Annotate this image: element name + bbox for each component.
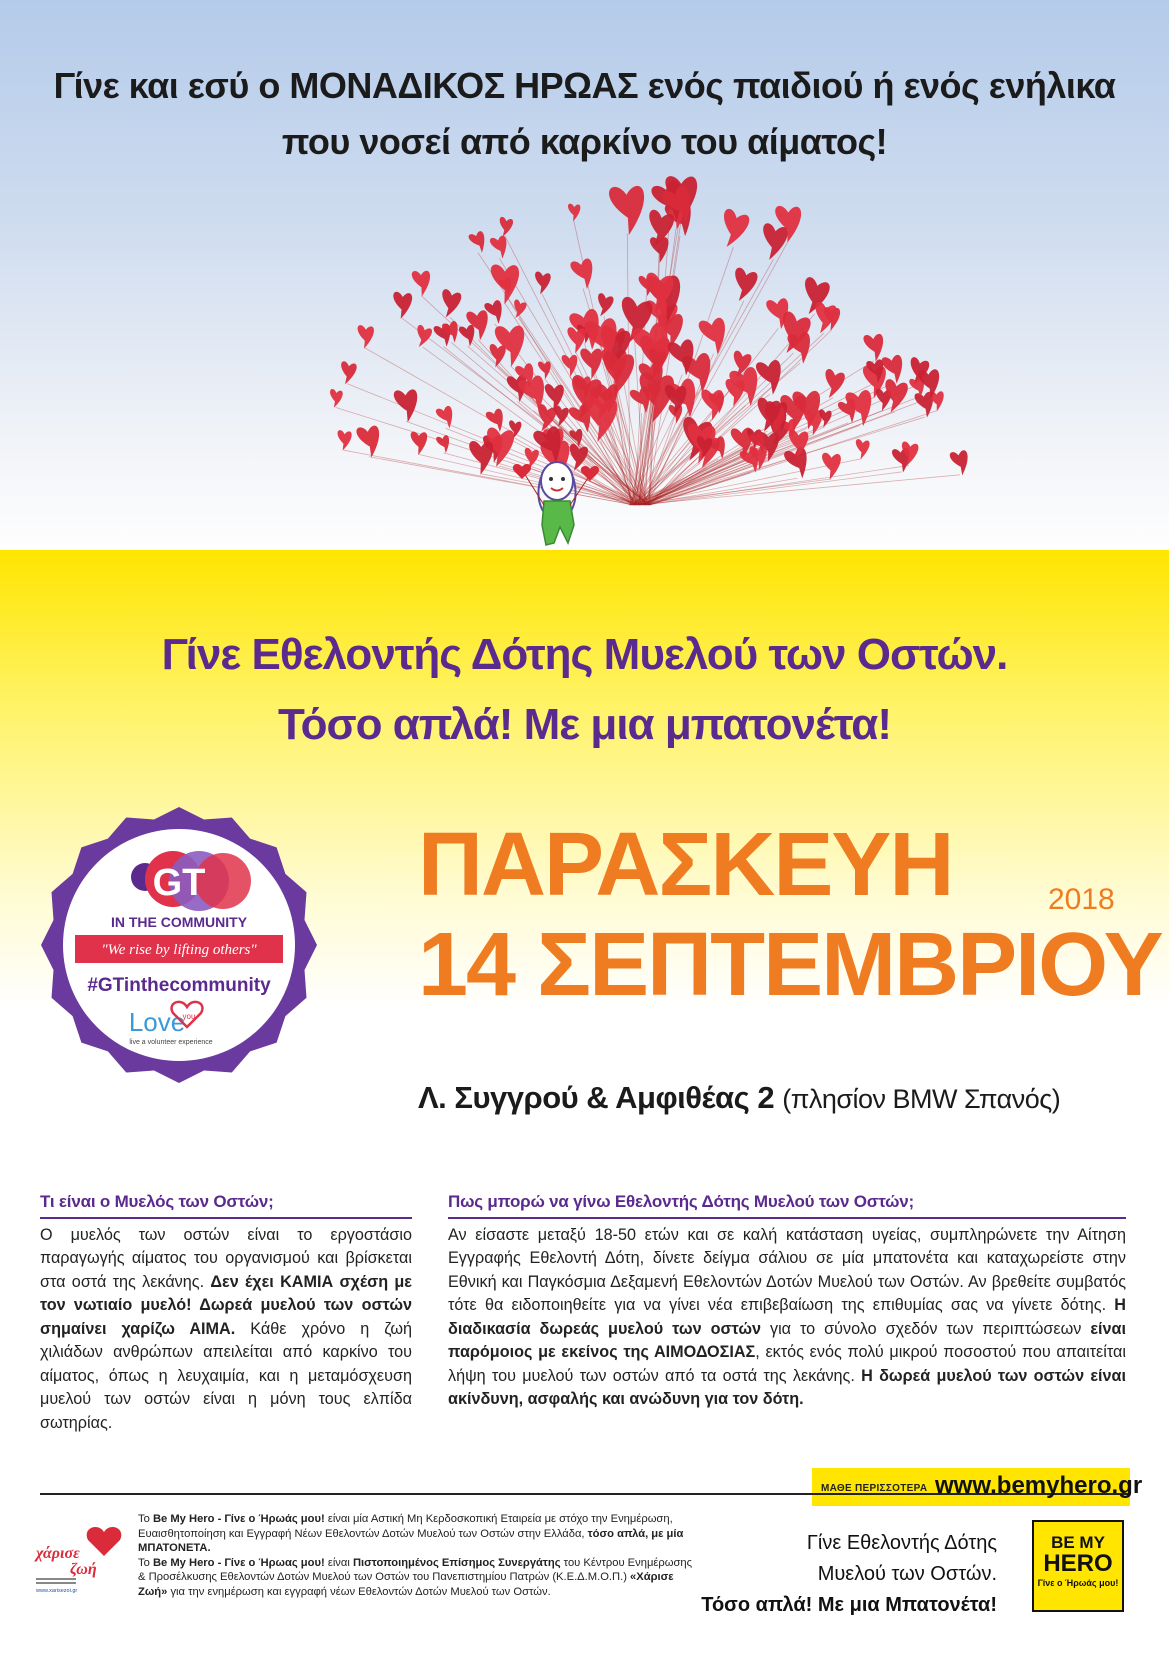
how-to-donate-text: Αν είσαστε μεταξύ 18-50 ετών και σε καλή κατάσταση υγείας, συμπληρώνετε την Αίτηση Εγγραφής Εθελοντή Δότη, δίνετε δείγμα σάλιου σε μία μπατονέτα και καταχωρείστε στην Εθνική και Παγκόσμια Δεξαμενή Εθελοντών Δοτών Μυελού των Οστών. Αν βρεθείτε συμβατός τότε θα ειδοποιηθείτε για να γίνει νέα επιβεβαίωση της επιθυμίας σας να γίνετε δότης. Η διαδικασία δωρεάς μυελού των οστών για το σύνολο σχεδόν των περιπτώσεων είναι παρόμοιος με εκείνος της ΑΙΜΟΔΟΣΙΑΣ, εκτός ενός πολύ μικρού ποσοστού που απαιτείται λήψη του μυελού των οστών από τα οστά της λεκάνης. Η δωρεά μυελού των οστών είναι ακίνδυνη, ασφαλής και ανώδυνη για τον δότη. — [448, 1225, 1126, 1408]
heart-balloon-icon — [490, 264, 519, 304]
event-date: 14 ΣΕΠΤΕΜΒΡΙΟΥ — [418, 915, 1162, 1015]
heart-balloon-icon — [487, 344, 506, 369]
heart-balloon-icon — [567, 204, 581, 222]
heart-balloon-icon — [468, 230, 489, 255]
heart-balloon-icon — [393, 389, 419, 423]
website-link[interactable]: www.bemyhero.gr — [935, 1472, 1143, 1499]
love-tagline: live a volunteer experience — [129, 1039, 213, 1046]
event-year: 2018 — [1048, 883, 1115, 916]
top-headline-line1: Γίνε και εσύ ο ΜΟΝΑΔΙΚΟΣ ΗΡΩΑΣ ενός παιδιού ή ενός ενήλικα — [53, 65, 1116, 106]
bone-marrow-heading: Τι είναι ο Μυελός των Οστών; — [40, 1190, 412, 1219]
svg-text:www.xarisezoi.gr: www.xarisezoi.gr — [36, 1588, 78, 1594]
heart-balloon-icon — [335, 430, 352, 452]
top-headline — [0, 58, 1169, 170]
heart-balloon-icon — [468, 441, 493, 475]
heart-balloon-icon — [337, 361, 357, 386]
learn-more-label: ΜΑΘΕ ΠΕΡΙΣΣΟΤΕΡΑ — [821, 1483, 928, 1494]
event-address: Λ. Συγγρού & Αμφιθέας 2 (πλησίον BMW Σπανός) — [418, 1080, 1061, 1115]
top-headline-emphasis: ΜΟΝΑΔΙΚΟΣ ΗΡΩΑΣ — [289, 65, 639, 106]
badge-hashtag: #GTinthecommunity — [87, 975, 271, 996]
volunteer-headline-line2: Τόσο απλά! Με μια μπατονέτα! — [278, 700, 891, 749]
heart-balloon-icon — [609, 185, 647, 236]
heart-balloon-icon — [714, 208, 751, 252]
heart-balloon-icon — [356, 425, 383, 459]
heart-balloon-icon — [544, 384, 564, 411]
heart-balloon-icon — [949, 450, 971, 477]
be-my-hero-logo: BE MY HERO Γίνε ο Ήρωάς μου! — [1032, 1520, 1124, 1612]
address-note: (πλησίον BMW Σπανός) — [782, 1084, 1061, 1114]
love-sub: you — [182, 1012, 196, 1021]
svg-text:ζωή: ζωή — [70, 1561, 97, 1578]
heart-balloon-icon — [489, 235, 510, 261]
heart-balloon-icon — [570, 257, 598, 291]
heart-balloon-icon — [436, 434, 452, 454]
organization-fineprint: Το Be My Hero - Γίνε ο Ήρωάς μου! είναι μία Αστική Μη Κερδοσκοπική Εταιρεία με στόχο την Ενημέρωση, Ευαισθητοποίηση και Εγγραφή Νέων Εθελοντών Δοτών Μυελού των Οστών στην Ελλάδα, τόσο απλά, με μία ΜΠΑΤΟΝΕΤΑ. Το Be My Hero - Γίνε ο Ήρωας μου! είναι Πιστοποιημένος Επίσημος Συνεργάτης του Κέντρου Ενημέρωσης & Προσέλκυσης Εθελοντών Δοτών Μυελού των Οστών του Πανεπιστημίου Πατρών (Κ.Ε.Δ.Μ.Ο.Π.) «Χάρισε Ζωή» για την ενημέρωση και εγγραφή νέων Εθελοντών Δοτών Μυελού των Οστών. — [138, 1513, 692, 1598]
heart-balloon-icon — [819, 368, 846, 401]
heart-balloons-illustration — [300, 175, 980, 560]
child-drawing-icon — [513, 462, 599, 545]
svg-text:χάρισε: χάρισε — [36, 1545, 80, 1562]
heart-balloon-icon — [854, 439, 870, 460]
how-to-donate-column — [448, 1190, 1126, 1412]
bone-marrow-text: Ο μυελός των οστών είναι το εργοστάσιο παραγωγής αίματος του οργανισμού και βρίσκεται στα οστά της λεκάνης. Δεν έχει ΚΑΜΙΑ σχέση με τον νωτιαίο μυελό! Δωρεά μυελού των οστών σημαίνει χαρίζω ΑΙΜΑ. Κάθε χρόνο η ζωή χιλιάδων ανθρώπων απειλείται από καρκίνο του αίματος, όπως η λευχαιμία, και η μεταμόσχευση μυελού των οστών είναι η μόνη τους ελπίδα σωτηρίας. — [40, 1225, 412, 1432]
heart-balloon-icon — [436, 288, 462, 320]
heart-balloon-icon — [757, 222, 789, 262]
heart-balloon-icon — [412, 270, 431, 296]
xarise-zoi-logo — [30, 1522, 130, 1594]
xarise-heart-icon — [87, 1527, 122, 1556]
event-day: ΠΑΡΑΣΚΕΥΗ — [418, 815, 953, 915]
badge-quote: "We rise by lifting others" — [101, 942, 257, 958]
heart-balloon-icon — [356, 325, 375, 350]
volunteer-headline — [0, 620, 1169, 760]
footer-slogan: Γίνε Εθελοντής Δότης Μυελού των Οστών. Τόσο απλά! Με μια Μπατονέτα! — [701, 1532, 997, 1616]
heart-balloon-icon — [391, 291, 412, 319]
heart-balloon-icon — [580, 348, 602, 379]
heart-balloon-icon — [863, 333, 885, 362]
heart-balloon-icon — [532, 271, 551, 295]
love-logo: Love — [128, 1007, 186, 1037]
heart-balloon-icon — [728, 267, 759, 305]
heart-balloon-icon — [496, 216, 514, 238]
badge-community-text: IN THE COMMUNITY — [110, 914, 248, 930]
top-headline-line2: που νοσεί από καρκίνο του αίματος! — [281, 121, 888, 162]
heart-balloon-icon — [509, 299, 527, 320]
heart-balloon-icon — [327, 389, 343, 409]
heart-balloon-icon — [410, 431, 428, 455]
bone-marrow-info-column — [40, 1190, 412, 1435]
gt-community-badge — [34, 800, 324, 1090]
how-to-donate-heading: Πως μπορώ να γίνω Εθελοντής Δότης Μυελού των Οστών; — [448, 1190, 1126, 1219]
gt-logo: GT — [152, 862, 206, 904]
volunteer-headline-line1: Γίνε Εθελοντής Δότης Μυελού των Οστών. — [161, 630, 1008, 679]
